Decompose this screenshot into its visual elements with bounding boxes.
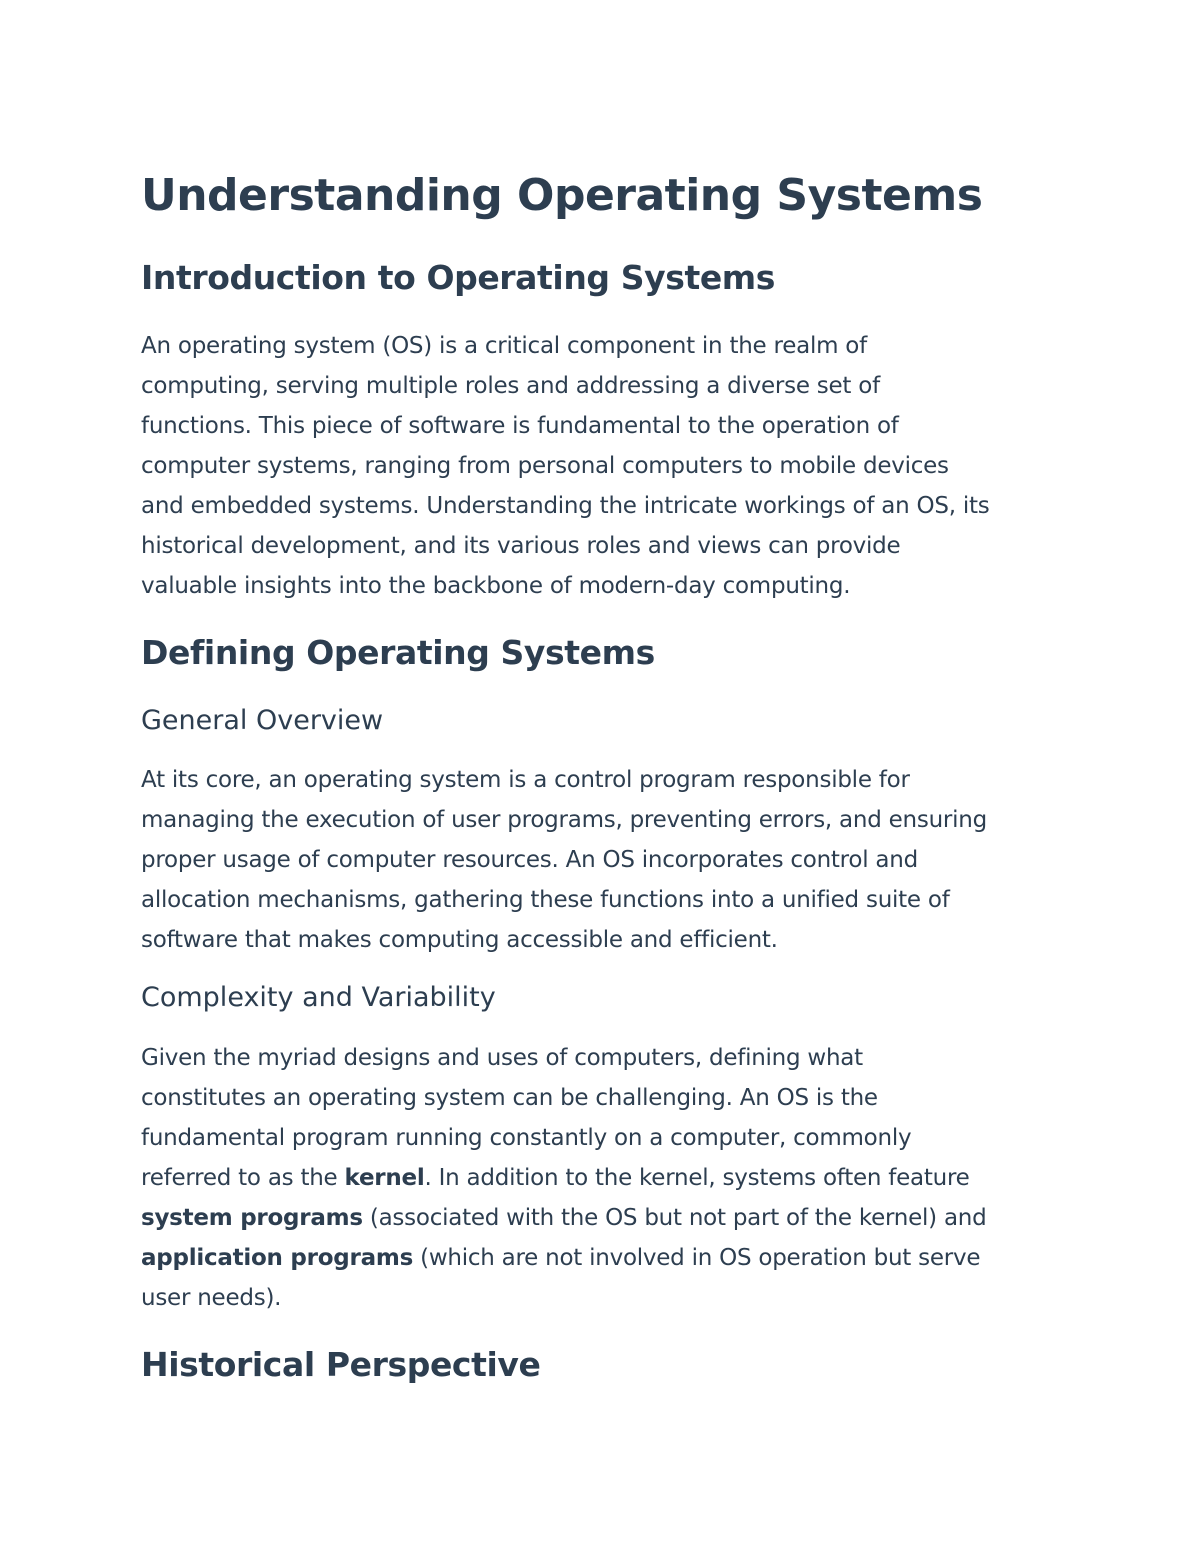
bold-term-application-programs: application programs (141, 1245, 414, 1271)
text-run: referred to as the (141, 1165, 345, 1191)
paragraph-line: An operating system (OS) is a critical component in the realm of (141, 333, 867, 359)
text-run: (associated with the OS but not part of the kernel) and (362, 1205, 987, 1231)
document-title: Understanding Operating Systems (141, 170, 983, 221)
section-heading-defining: Defining Operating Systems (141, 633, 655, 672)
bold-term-system-programs: system programs (141, 1205, 363, 1231)
subsection-heading-general-overview: General Overview (141, 705, 384, 736)
paragraph-line: Given the myriad designs and uses of computers, defining what (141, 1045, 863, 1071)
paragraph-line: software that makes computing accessible and efficient. (141, 927, 778, 953)
text-run: . In addition to the kernel, systems often feature (424, 1165, 970, 1191)
section-heading-historical: Historical Perspective (141, 1345, 541, 1384)
introduction-paragraph (141, 326, 1071, 606)
paragraph-line (141, 1158, 1071, 1198)
subsection-heading-complexity: Complexity and Variability (141, 982, 496, 1013)
paragraph-line: proper usage of computer resources. An OS incorporates control and (141, 847, 918, 873)
paragraph-line: historical development, and its various roles and views can provide (141, 533, 901, 559)
paragraph-line: constitutes an operating system can be challenging. An OS is the (141, 1085, 878, 1111)
paragraph-line: At its core, an operating system is a control program responsible for (141, 767, 910, 793)
paragraph-line: managing the execution of user programs, preventing errors, and ensuring (141, 807, 987, 833)
text-run: (which are not involved in OS operation but serve (413, 1245, 981, 1271)
paragraph-line: allocation mechanisms, gathering these functions into a unified suite of (141, 887, 950, 913)
paragraph-line: fundamental program running constantly on a computer, commonly (141, 1125, 912, 1151)
paragraph-line (141, 1198, 1071, 1238)
paragraph-line (141, 1238, 1071, 1278)
complexity-paragraph (141, 1038, 1071, 1318)
paragraph-line: valuable insights into the backbone of modern-day computing. (141, 573, 851, 599)
paragraph-line: functions. This piece of software is fundamental to the operation of (141, 413, 899, 439)
paragraph-line: and embedded systems. Understanding the intricate workings of an OS, its (141, 493, 990, 519)
section-heading-introduction: Introduction to Operating Systems (141, 258, 776, 297)
paragraph-line: computer systems, ranging from personal computers to mobile devices (141, 453, 949, 479)
paragraph-line: computing, serving multiple roles and addressing a diverse set of (141, 373, 880, 399)
paragraph-line: user needs). (141, 1285, 282, 1311)
general-overview-paragraph (141, 760, 1071, 960)
bold-term-kernel: kernel (344, 1165, 425, 1191)
